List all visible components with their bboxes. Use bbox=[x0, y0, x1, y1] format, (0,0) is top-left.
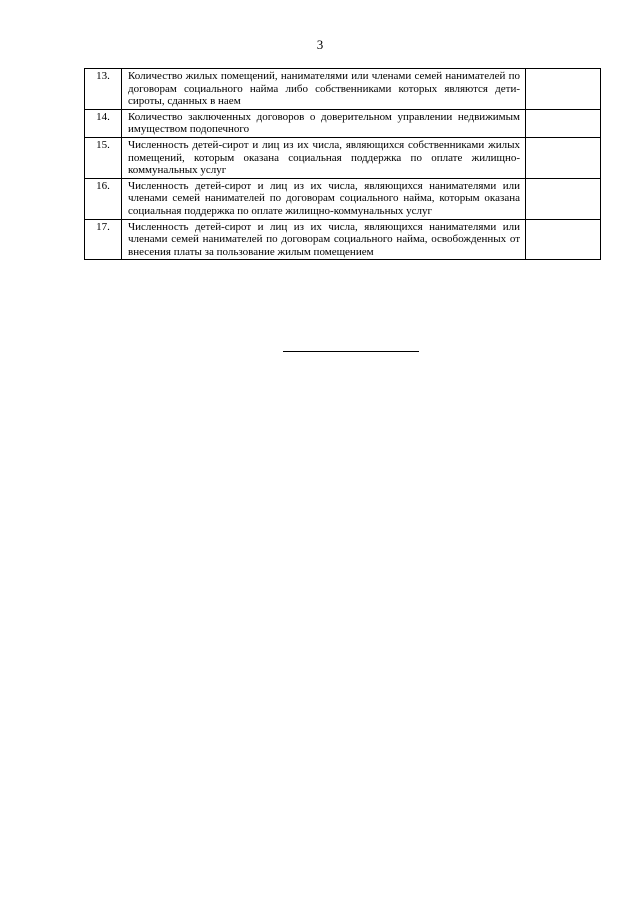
row-description: Количество жилых помещений, нанимателями или членами семей нанимателей по договорам социального найма либо собственниками которых являются дети-сироты, сданных в наем bbox=[122, 69, 526, 110]
row-value bbox=[526, 137, 601, 178]
table-row bbox=[85, 109, 601, 137]
table-row bbox=[85, 178, 601, 219]
separator-line bbox=[283, 351, 419, 352]
row-number: 17. bbox=[85, 219, 122, 260]
table-row bbox=[85, 137, 601, 178]
row-description: Количество заключенных договоров о доверительном управлении недвижимым имуществом подопечного bbox=[122, 109, 526, 137]
table-row bbox=[85, 69, 601, 110]
report-table bbox=[84, 68, 601, 260]
page-number: 3 bbox=[316, 37, 324, 52]
row-number: 13. bbox=[85, 69, 122, 110]
table-row bbox=[85, 219, 601, 260]
row-number: 15. bbox=[85, 137, 122, 178]
row-number: 16. bbox=[85, 178, 122, 219]
row-value bbox=[526, 219, 601, 260]
row-value bbox=[526, 178, 601, 219]
row-value bbox=[526, 109, 601, 137]
row-description: Численность детей-сирот и лиц из их числа, являющихся нанимателями или членами семей нанимателей по договорам социального найма, освобожденных от внесения платы за пользование жилым помещением bbox=[122, 219, 526, 260]
row-description: Численность детей-сирот и лиц из их числа, являющихся собственниками жилых помещений, которым оказана социальная поддержка по оплате жилищно-коммунальных услуг bbox=[122, 137, 526, 178]
row-number: 14. bbox=[85, 109, 122, 137]
row-value bbox=[526, 69, 601, 110]
row-description: Численность детей-сирот и лиц из их числа, являющихся нанимателями или членами семей нанимателей по договорам социального найма, которым оказана социальная поддержка по оплате жилищно-коммунальных услуг bbox=[122, 178, 526, 219]
